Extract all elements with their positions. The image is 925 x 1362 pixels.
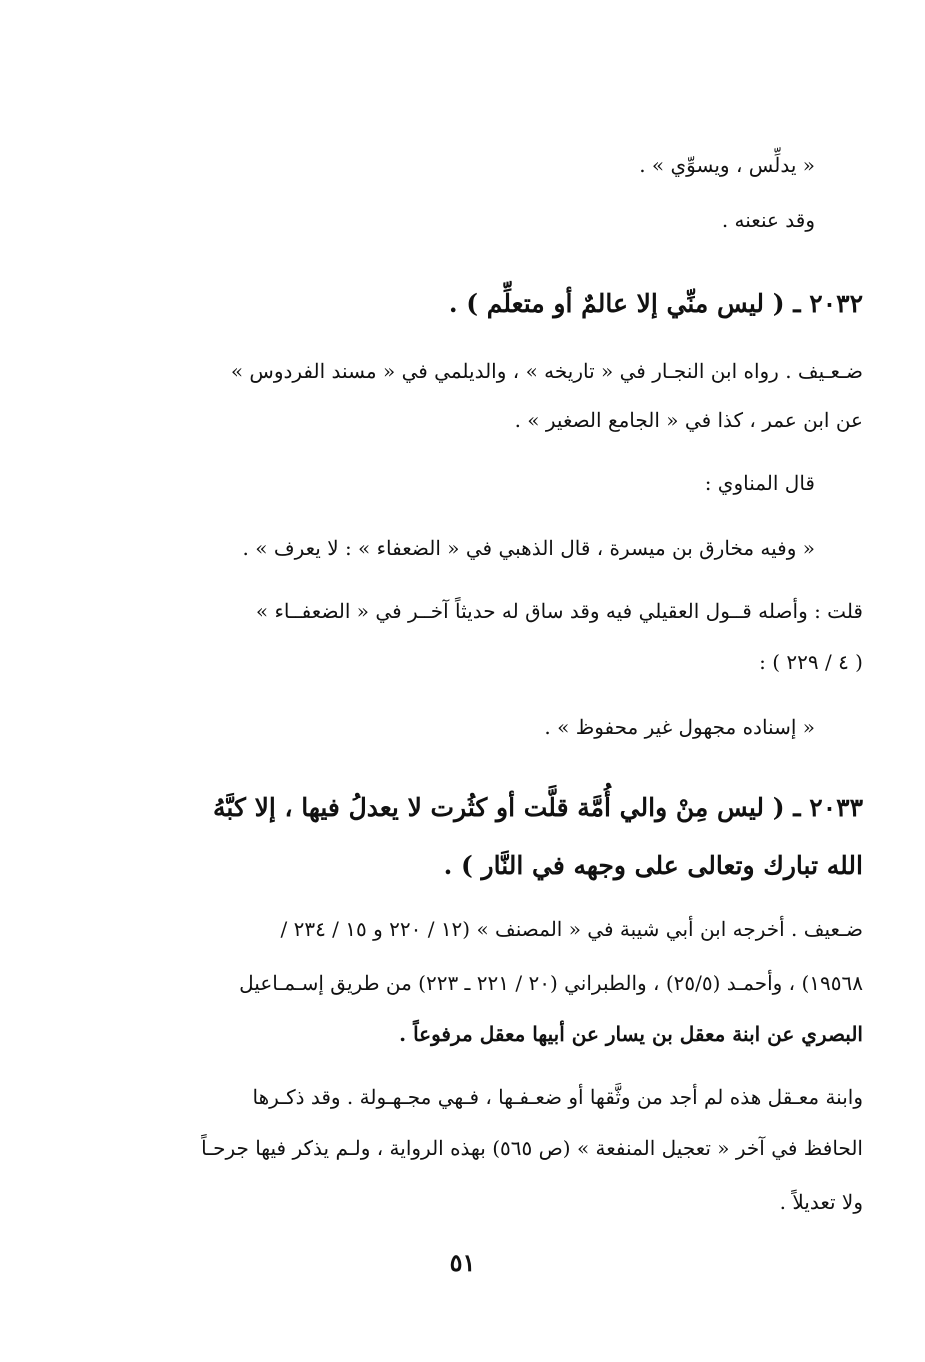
hadith-2033-grading-line-2: ١٩٥٦٨) ، وأحمـد (٢٥/٥) ، والطبراني (٢٠ / ٢٢١ ـ ٢٢٣) من طريق إسـمـاعيل — [239, 971, 863, 995]
line-wa-qad-anana: وقد عنعنه . — [721, 208, 815, 232]
uqayli-quote: « إسناده مجهول غير محفوظ » . — [544, 715, 815, 739]
hadith-2032-grading-line-2: عن ابن عمر ، كذا في « الجامع الصغير » . — [514, 408, 863, 432]
quote-line-yudallis: « يدلِّس ، ويسوِّي » . — [639, 153, 815, 177]
munawi-quote: « وفيه مخارق بن ميسرة ، قال الذهبي في « الضعفاء » : لا يعرف » . — [242, 536, 815, 560]
qultu-line-2: ( ٤ / ٢٢٩ ) : — [759, 650, 863, 674]
ibnat-maqil-line-2: الحافظ في آخر « تعجيل المنفعة » (ص ٥٦٥) بهذه الرواية ، ولـم يذكر فيها جرحـاً — [201, 1136, 863, 1160]
page-number: ٥١ — [449, 1248, 476, 1277]
hadith-2032-grading-line-1: ضـعـيف . رواه ابن النجـار في « تاريخه » ، والديلمي في « مسند الفردوس » — [230, 359, 863, 383]
hadith-2033-grading-line-1: ضـعيف . أخرجه ابن أبي شيبة في « المصنف » (١٢ / ٢٢٠ و ١٥ / ٢٣٤ / — [280, 917, 863, 941]
hadith-2033-grading-line-3: البصري عن ابنة معقل بن يسار عن أبيها معقل مرفوعاً . — [399, 1022, 863, 1046]
hadith-2032-heading: ٢٠٣٢ ـ ( ليس منِّي إلا عالمٌ أو متعلِّم ) . — [448, 289, 863, 318]
ibnat-maqil-line-1: وابنة معـقل هذه لم أجد من وثَّقها أو ضعـفـها ، فـهي مجـهـولة . وقد ذكـرها — [252, 1085, 863, 1109]
qala-al-munawi: قال المناوي : — [704, 471, 815, 495]
hadith-2033-heading-line-1: ٢٠٣٣ ـ ( ليس مِنْ والي أُمَّة قلَّت أو كثُرت لا يعدلُ فيها ، إلا كبَّهُ — [213, 793, 863, 822]
qultu-line-1: قلت : وأصله قــول العقيلي فيه وقد ساق له حديثاً آخــر في « الضعفــاء » — [255, 599, 863, 623]
ibnat-maqil-line-3: ولا تعديلاً . — [779, 1190, 863, 1214]
hadith-2033-heading-line-2: الله تبارك وتعالى على وجهه في النَّار ) . — [443, 851, 863, 880]
